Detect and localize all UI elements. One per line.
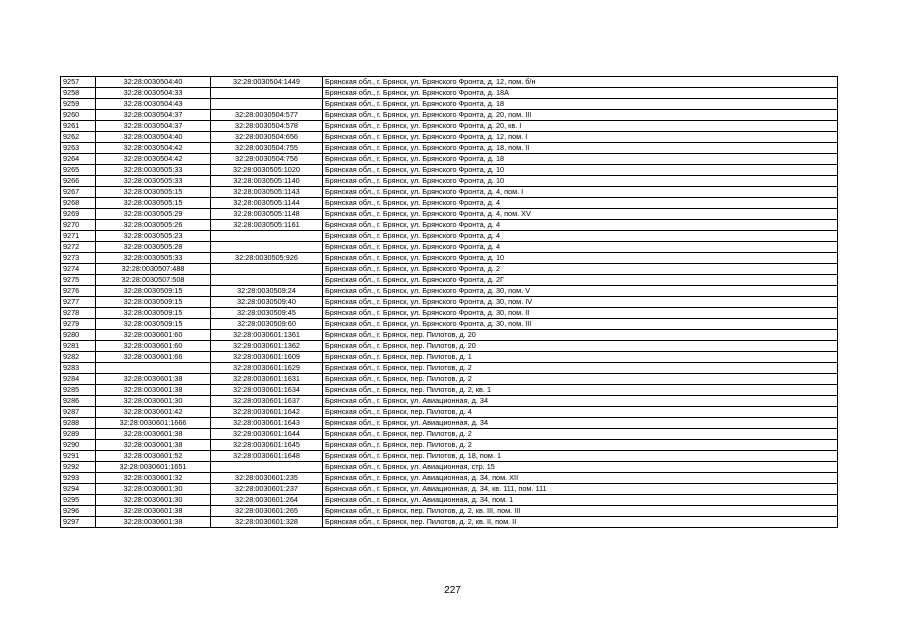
parcel-cadastral-cell: 32:28:0030601:30	[96, 484, 211, 495]
table-row	[61, 220, 838, 231]
building-cadastral-cell	[211, 462, 323, 473]
building-cadastral-cell	[211, 99, 323, 110]
address-cell: Брянская обл., г. Брянск, пер. Пилотов, д. 2, кв. 1	[323, 385, 838, 396]
parcel-cadastral-cell: 32:28:0030509:15	[96, 286, 211, 297]
address-cell: Брянская обл., г. Брянск, ул. Брянского Фронта, д. 4, пом. XV	[323, 209, 838, 220]
row-number-cell: 9278	[61, 308, 96, 319]
table-row	[61, 275, 838, 286]
address-cell: Брянская обл., г. Брянск, ул. Брянского Фронта, д. 12, пом. б/н	[323, 77, 838, 88]
table-row	[61, 286, 838, 297]
row-number-cell: 9264	[61, 154, 96, 165]
row-number-cell: 9269	[61, 209, 96, 220]
row-number-cell: 9290	[61, 440, 96, 451]
address-cell: Брянская обл., г. Брянск, ул. Брянского Фронта, д. 10	[323, 253, 838, 264]
address-cell: Брянская обл., г. Брянск, ул. Авиационная, д. 34, кв. 111, пом. 111	[323, 484, 838, 495]
table-row	[61, 187, 838, 198]
building-cadastral-cell: 32:28:0030601:1648	[211, 451, 323, 462]
table-row	[61, 396, 838, 407]
row-number-cell: 9283	[61, 363, 96, 374]
table-row	[61, 473, 838, 484]
building-cadastral-cell: 32:28:0030504:755	[211, 143, 323, 154]
parcel-cadastral-cell: 32:28:0030509:15	[96, 319, 211, 330]
address-cell: Брянская обл., г. Брянск, ул. Брянского Фронта, д. 4, пом. I	[323, 187, 838, 198]
table-row	[61, 462, 838, 473]
building-cadastral-cell: 32:28:0030601:237	[211, 484, 323, 495]
building-cadastral-cell: 32:28:0030505:1020	[211, 165, 323, 176]
table-row	[61, 374, 838, 385]
parcel-cadastral-cell: 32:28:0030507:488	[96, 264, 211, 275]
building-cadastral-cell: 32:28:0030505:926	[211, 253, 323, 264]
parcel-cadastral-cell: 32:28:0030505:15	[96, 198, 211, 209]
row-number-cell: 9273	[61, 253, 96, 264]
row-number-cell: 9293	[61, 473, 96, 484]
table-row	[61, 429, 838, 440]
building-cadastral-cell: 32:28:0030504:578	[211, 121, 323, 132]
building-cadastral-cell: 32:28:0030504:756	[211, 154, 323, 165]
parcel-cadastral-cell: 32:28:0030505:33	[96, 165, 211, 176]
table-row	[61, 154, 838, 165]
parcel-cadastral-cell	[96, 363, 211, 374]
parcel-cadastral-cell: 32:28:0030601:38	[96, 385, 211, 396]
row-number-cell: 9258	[61, 88, 96, 99]
parcel-cadastral-cell: 32:28:0030505:29	[96, 209, 211, 220]
building-cadastral-cell: 32:28:0030601:265	[211, 506, 323, 517]
table-row	[61, 319, 838, 330]
table-row	[61, 495, 838, 506]
address-cell: Брянская обл., г. Брянск, ул. Брянского Фронта, д. 4	[323, 231, 838, 242]
table-row	[61, 341, 838, 352]
building-cadastral-cell: 32:28:0030601:264	[211, 495, 323, 506]
parcel-cadastral-cell: 32:28:0030601:30	[96, 396, 211, 407]
address-cell: Брянская обл., г. Брянск, ул. Брянского Фронта, д. 18	[323, 154, 838, 165]
address-cell: Брянская обл., г. Брянск, ул. Авиационная, д. 34, пом. XII	[323, 473, 838, 484]
row-number-cell: 9272	[61, 242, 96, 253]
building-cadastral-cell: 32:28:0030601:1631	[211, 374, 323, 385]
building-cadastral-cell: 32:28:0030504:577	[211, 110, 323, 121]
table-row	[61, 198, 838, 209]
building-cadastral-cell	[211, 242, 323, 253]
parcel-cadastral-cell: 32:28:0030601:60	[96, 330, 211, 341]
row-number-cell: 9280	[61, 330, 96, 341]
building-cadastral-cell: 32:28:0030601:328	[211, 517, 323, 528]
parcel-cadastral-cell: 32:28:0030505:28	[96, 242, 211, 253]
parcel-cadastral-cell: 32:28:0030601:38	[96, 440, 211, 451]
row-number-cell: 9292	[61, 462, 96, 473]
building-cadastral-cell: 32:28:0030505:1148	[211, 209, 323, 220]
building-cadastral-cell: 32:28:0030504:1449	[211, 77, 323, 88]
building-cadastral-cell: 32:28:0030601:1642	[211, 407, 323, 418]
address-cell: Брянская обл., г. Брянск, ул. Брянского Фронта, д. 2Г	[323, 275, 838, 286]
address-cell: Брянская обл., г. Брянск, пер. Пилотов, д. 18, пом. 1	[323, 451, 838, 462]
address-cell: Брянская обл., г. Брянск, пер. Пилотов, д. 2	[323, 363, 838, 374]
table-row	[61, 264, 838, 275]
row-number-cell: 9291	[61, 451, 96, 462]
building-cadastral-cell	[211, 88, 323, 99]
row-number-cell: 9297	[61, 517, 96, 528]
table-row	[61, 242, 838, 253]
building-cadastral-cell	[211, 231, 323, 242]
address-cell: Брянская обл., г. Брянск, ул. Брянского Фронта, д. 4	[323, 242, 838, 253]
table-row	[61, 385, 838, 396]
table-row	[61, 418, 838, 429]
table-row	[61, 110, 838, 121]
building-cadastral-cell: 32:28:0030601:235	[211, 473, 323, 484]
table-row	[61, 330, 838, 341]
table-row	[61, 231, 838, 242]
building-cadastral-cell: 32:28:0030601:1609	[211, 352, 323, 363]
building-cadastral-cell: 32:28:0030601:1643	[211, 418, 323, 429]
table-row	[61, 253, 838, 264]
parcel-cadastral-cell: 32:28:0030601:1666	[96, 418, 211, 429]
parcel-cadastral-cell: 32:28:0030601:38	[96, 429, 211, 440]
row-number-cell: 9262	[61, 132, 96, 143]
parcel-cadastral-cell: 32:28:0030505:26	[96, 220, 211, 231]
address-cell: Брянская обл., г. Брянск, ул. Брянского Фронта, д. 10	[323, 165, 838, 176]
address-cell: Брянская обл., г. Брянск, ул. Брянского Фронта, д. 20, пом. III	[323, 110, 838, 121]
address-cell: Брянская обл., г. Брянск, пер. Пилотов, д. 20	[323, 341, 838, 352]
parcel-cadastral-cell: 32:28:0030601:52	[96, 451, 211, 462]
row-number-cell: 9287	[61, 407, 96, 418]
building-cadastral-cell: 32:28:0030504:656	[211, 132, 323, 143]
parcel-cadastral-cell: 32:28:0030601:38	[96, 374, 211, 385]
building-cadastral-cell: 32:28:0030505:1161	[211, 220, 323, 231]
table-row	[61, 297, 838, 308]
address-cell: Брянская обл., г. Брянск, ул. Брянского Фронта, д. 2	[323, 264, 838, 275]
building-cadastral-cell: 32:28:0030601:1629	[211, 363, 323, 374]
parcel-cadastral-cell: 32:28:0030601:38	[96, 517, 211, 528]
building-cadastral-cell: 32:28:0030505:1143	[211, 187, 323, 198]
building-cadastral-cell: 32:28:0030509:24	[211, 286, 323, 297]
parcel-cadastral-cell: 32:28:0030505:33	[96, 176, 211, 187]
table-row	[61, 88, 838, 99]
row-number-cell: 9289	[61, 429, 96, 440]
table-row	[61, 143, 838, 154]
building-cadastral-cell: 32:28:0030505:1144	[211, 198, 323, 209]
table-row	[61, 165, 838, 176]
table-body	[61, 77, 838, 528]
building-cadastral-cell: 32:28:0030509:45	[211, 308, 323, 319]
address-cell: Брянская обл., г. Брянск, ул. Авиационная, д. 34, пом. 1	[323, 495, 838, 506]
table-row	[61, 176, 838, 187]
table-row	[61, 506, 838, 517]
address-cell: Брянская обл., г. Брянск, ул. Авиационная, стр. 15	[323, 462, 838, 473]
address-cell: Брянская обл., г. Брянск, пер. Пилотов, д. 1	[323, 352, 838, 363]
parcel-cadastral-cell: 32:28:0030601:1651	[96, 462, 211, 473]
parcel-cadastral-cell: 32:28:0030601:60	[96, 341, 211, 352]
row-number-cell: 9282	[61, 352, 96, 363]
building-cadastral-cell: 32:28:0030509:40	[211, 297, 323, 308]
building-cadastral-cell	[211, 275, 323, 286]
row-number-cell: 9288	[61, 418, 96, 429]
address-cell: Брянская обл., г. Брянск, пер. Пилотов, д. 20	[323, 330, 838, 341]
parcel-cadastral-cell: 32:28:0030601:30	[96, 495, 211, 506]
table-row	[61, 352, 838, 363]
parcel-cadastral-cell: 32:28:0030601:38	[96, 506, 211, 517]
parcel-cadastral-cell: 32:28:0030601:66	[96, 352, 211, 363]
address-cell: Брянская обл., г. Брянск, ул. Брянского Фронта, д. 18, пом. II	[323, 143, 838, 154]
row-number-cell: 9277	[61, 297, 96, 308]
row-number-cell: 9294	[61, 484, 96, 495]
row-number-cell: 9266	[61, 176, 96, 187]
address-cell: Брянская обл., г. Брянск, пер. Пилотов, д. 4	[323, 407, 838, 418]
address-cell: Брянская обл., г. Брянск, ул. Брянского Фронта, д. 18А	[323, 88, 838, 99]
building-cadastral-cell: 32:28:0030601:1634	[211, 385, 323, 396]
address-cell: Брянская обл., г. Брянск, ул. Авиационная, д. 34	[323, 396, 838, 407]
building-cadastral-cell: 32:28:0030601:1362	[211, 341, 323, 352]
row-number-cell: 9263	[61, 143, 96, 154]
address-cell: Брянская обл., г. Брянск, ул. Брянского Фронта, д. 20, кв. I	[323, 121, 838, 132]
table-row	[61, 132, 838, 143]
building-cadastral-cell: 32:28:0030601:1645	[211, 440, 323, 451]
row-number-cell: 9284	[61, 374, 96, 385]
row-number-cell: 9257	[61, 77, 96, 88]
address-cell: Брянская обл., г. Брянск, ул. Брянского Фронта, д. 30, пом. IV	[323, 297, 838, 308]
row-number-cell: 9279	[61, 319, 96, 330]
row-number-cell: 9261	[61, 121, 96, 132]
row-number-cell: 9295	[61, 495, 96, 506]
row-number-cell: 9260	[61, 110, 96, 121]
parcel-cadastral-cell: 32:28:0030504:42	[96, 143, 211, 154]
address-cell: Брянская обл., г. Брянск, пер. Пилотов, д. 2	[323, 374, 838, 385]
table-row	[61, 484, 838, 495]
address-cell: Брянская обл., г. Брянск, ул. Брянского Фронта, д. 10	[323, 176, 838, 187]
parcel-cadastral-cell: 32:28:0030505:33	[96, 253, 211, 264]
table-row	[61, 209, 838, 220]
building-cadastral-cell: 32:28:0030601:1644	[211, 429, 323, 440]
parcel-cadastral-cell: 32:28:0030504:40	[96, 77, 211, 88]
row-number-cell: 9275	[61, 275, 96, 286]
table-row	[61, 121, 838, 132]
table-row	[61, 517, 838, 528]
address-cell: Брянская обл., г. Брянск, пер. Пилотов, д. 2	[323, 429, 838, 440]
row-number-cell: 9265	[61, 165, 96, 176]
address-cell: Брянская обл., г. Брянск, ул. Брянского Фронта, д. 18	[323, 99, 838, 110]
table-row	[61, 363, 838, 374]
table-row	[61, 407, 838, 418]
cadastral-table	[60, 76, 838, 528]
address-cell: Брянская обл., г. Брянск, ул. Брянского Фронта, д. 4	[323, 220, 838, 231]
parcel-cadastral-cell: 32:28:0030504:37	[96, 121, 211, 132]
row-number-cell: 9281	[61, 341, 96, 352]
row-number-cell: 9274	[61, 264, 96, 275]
address-cell: Брянская обл., г. Брянск, ул. Брянского Фронта, д. 30, пом. II	[323, 308, 838, 319]
row-number-cell: 9259	[61, 99, 96, 110]
parcel-cadastral-cell: 32:28:0030507:508	[96, 275, 211, 286]
table-row	[61, 99, 838, 110]
building-cadastral-cell: 32:28:0030509:60	[211, 319, 323, 330]
building-cadastral-cell: 32:28:0030601:1637	[211, 396, 323, 407]
row-number-cell: 9286	[61, 396, 96, 407]
building-cadastral-cell	[211, 264, 323, 275]
row-number-cell: 9268	[61, 198, 96, 209]
parcel-cadastral-cell: 32:28:0030509:15	[96, 297, 211, 308]
building-cadastral-cell: 32:28:0030505:1140	[211, 176, 323, 187]
table-row	[61, 77, 838, 88]
parcel-cadastral-cell: 32:28:0030504:33	[96, 88, 211, 99]
row-number-cell: 9285	[61, 385, 96, 396]
address-cell: Брянская обл., г. Брянск, ул. Брянского Фронта, д. 4	[323, 198, 838, 209]
address-cell: Брянская обл., г. Брянск, ул. Брянского Фронта, д. 30, пом. V	[323, 286, 838, 297]
row-number-cell: 9276	[61, 286, 96, 297]
row-number-cell: 9296	[61, 506, 96, 517]
parcel-cadastral-cell: 32:28:0030504:40	[96, 132, 211, 143]
row-number-cell: 9267	[61, 187, 96, 198]
parcel-cadastral-cell: 32:28:0030601:32	[96, 473, 211, 484]
address-cell: Брянская обл., г. Брянск, ул. Авиационная, д. 34	[323, 418, 838, 429]
row-number-cell: 9270	[61, 220, 96, 231]
parcel-cadastral-cell: 32:28:0030504:37	[96, 110, 211, 121]
parcel-cadastral-cell: 32:28:0030505:23	[96, 231, 211, 242]
table-row	[61, 308, 838, 319]
parcel-cadastral-cell: 32:28:0030601:42	[96, 407, 211, 418]
address-cell: Брянская обл., г. Брянск, ул. Брянского Фронта, д. 30, пом. III	[323, 319, 838, 330]
parcel-cadastral-cell: 32:28:0030509:15	[96, 308, 211, 319]
parcel-cadastral-cell: 32:28:0030504:43	[96, 99, 211, 110]
parcel-cadastral-cell: 32:28:0030505:15	[96, 187, 211, 198]
table-row	[61, 451, 838, 462]
row-number-cell: 9271	[61, 231, 96, 242]
building-cadastral-cell: 32:28:0030601:1361	[211, 330, 323, 341]
address-cell: Брянская обл., г. Брянск, пер. Пилотов, д. 2	[323, 440, 838, 451]
address-cell: Брянская обл., г. Брянск, пер. Пилотов, д. 2, кв. II, пом. II	[323, 517, 838, 528]
page-number: 227	[444, 585, 461, 596]
address-cell: Брянская обл., г. Брянск, ул. Брянского Фронта, д. 12, пом. I	[323, 132, 838, 143]
address-cell: Брянская обл., г. Брянск, пер. Пилотов, д. 2, кв. III, пом. III	[323, 506, 838, 517]
parcel-cadastral-cell: 32:28:0030504:42	[96, 154, 211, 165]
table-row	[61, 440, 838, 451]
